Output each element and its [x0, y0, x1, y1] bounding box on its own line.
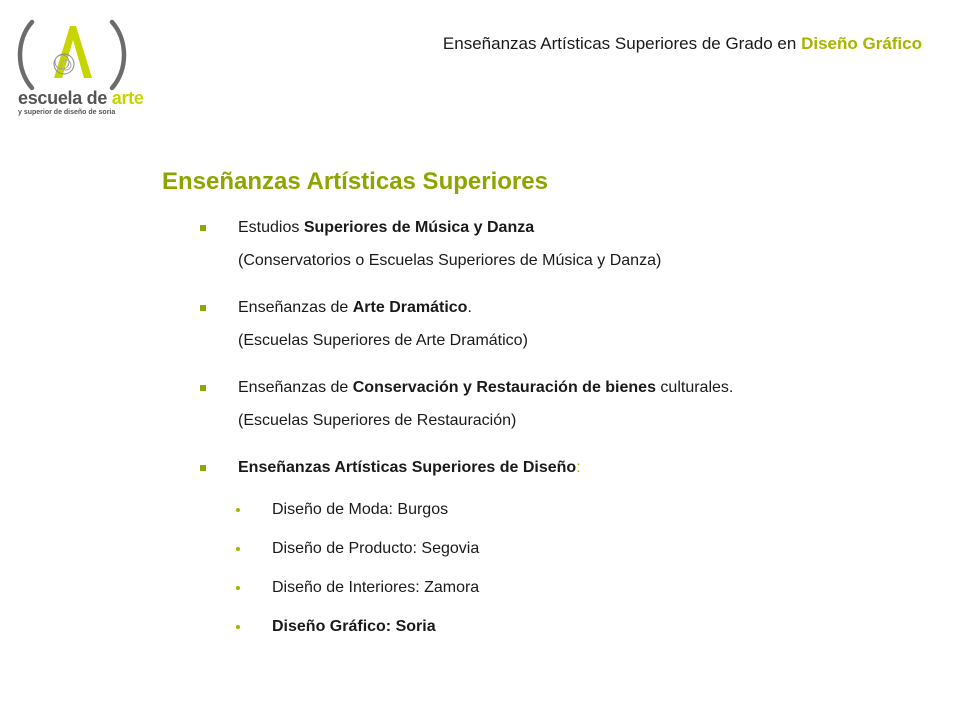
sub-item-text: Diseño de Producto: Segovia: [272, 540, 480, 557]
list-item: [200, 458, 920, 637]
list-item-detail: (Escuelas Superiores de Arte Dramático): [238, 332, 528, 349]
square-bullet-icon: [200, 225, 206, 231]
square-bullet-icon: [200, 465, 206, 471]
list-item: [200, 298, 920, 351]
list-item-text: [238, 298, 920, 318]
dot-bullet-icon: [236, 625, 240, 629]
list-item: [200, 218, 920, 271]
list-item: [200, 378, 920, 431]
item-text-bold: Superiores de Música y Danza: [303, 219, 535, 236]
sub-list-item: [236, 539, 920, 559]
square-bullet-icon: [200, 305, 206, 311]
square-bullet-icon: [200, 385, 206, 391]
page-title: Enseñanzas Artísticas Superiores: [162, 168, 548, 195]
dot-bullet-icon: [236, 508, 240, 512]
list-item-text: [238, 458, 920, 478]
school-logo: [14, 18, 144, 118]
logo-text-escuela: escuela de: [18, 88, 112, 108]
item-text-bold: Enseñanzas Artísticas Superiores de Diseño: [238, 459, 577, 476]
header-title: [443, 34, 922, 54]
list-item-detail: (Escuelas Superiores de Restauración): [238, 412, 517, 429]
item-text-pre: Enseñanzas de: [238, 299, 353, 316]
sub-list-item: [236, 500, 920, 520]
design-sublist: [200, 500, 920, 637]
item-text-bold: Arte Dramático: [352, 299, 468, 316]
item-text-pre: Estudios: [238, 219, 304, 236]
dot-bullet-icon: [236, 586, 240, 590]
item-text-post: :: [576, 459, 581, 476]
item-text-pre: Enseñanzas de: [238, 379, 353, 396]
logo-text-arte: arte: [111, 88, 144, 108]
sub-list-item: [236, 578, 920, 598]
sub-list-item: [236, 617, 920, 637]
item-text-post: .: [467, 299, 472, 316]
sub-item-text: Diseño de Interiores: Zamora: [272, 579, 480, 596]
list-item-text: [238, 378, 920, 398]
sub-item-text: Diseño de Moda: Burgos: [272, 501, 449, 518]
list-item-detail: (Conservatorios o Escuelas Superiores de Música y Danza): [238, 252, 662, 269]
header-title-highlight: Diseño Gráfico: [801, 34, 922, 53]
item-text-bold: Conservación y Restauración de bienes: [352, 379, 656, 396]
studies-list: [200, 218, 920, 637]
header-title-prefix: Enseñanzas Artísticas Superiores de Grado en: [442, 34, 802, 53]
dot-bullet-icon: [236, 547, 240, 551]
item-text-post: culturales.: [655, 379, 734, 396]
logo-subtitle: y superior de diseño de soria: [18, 109, 116, 116]
sub-item-text: Diseño Gráfico: Soria: [272, 618, 436, 635]
list-item-text: [238, 218, 920, 238]
